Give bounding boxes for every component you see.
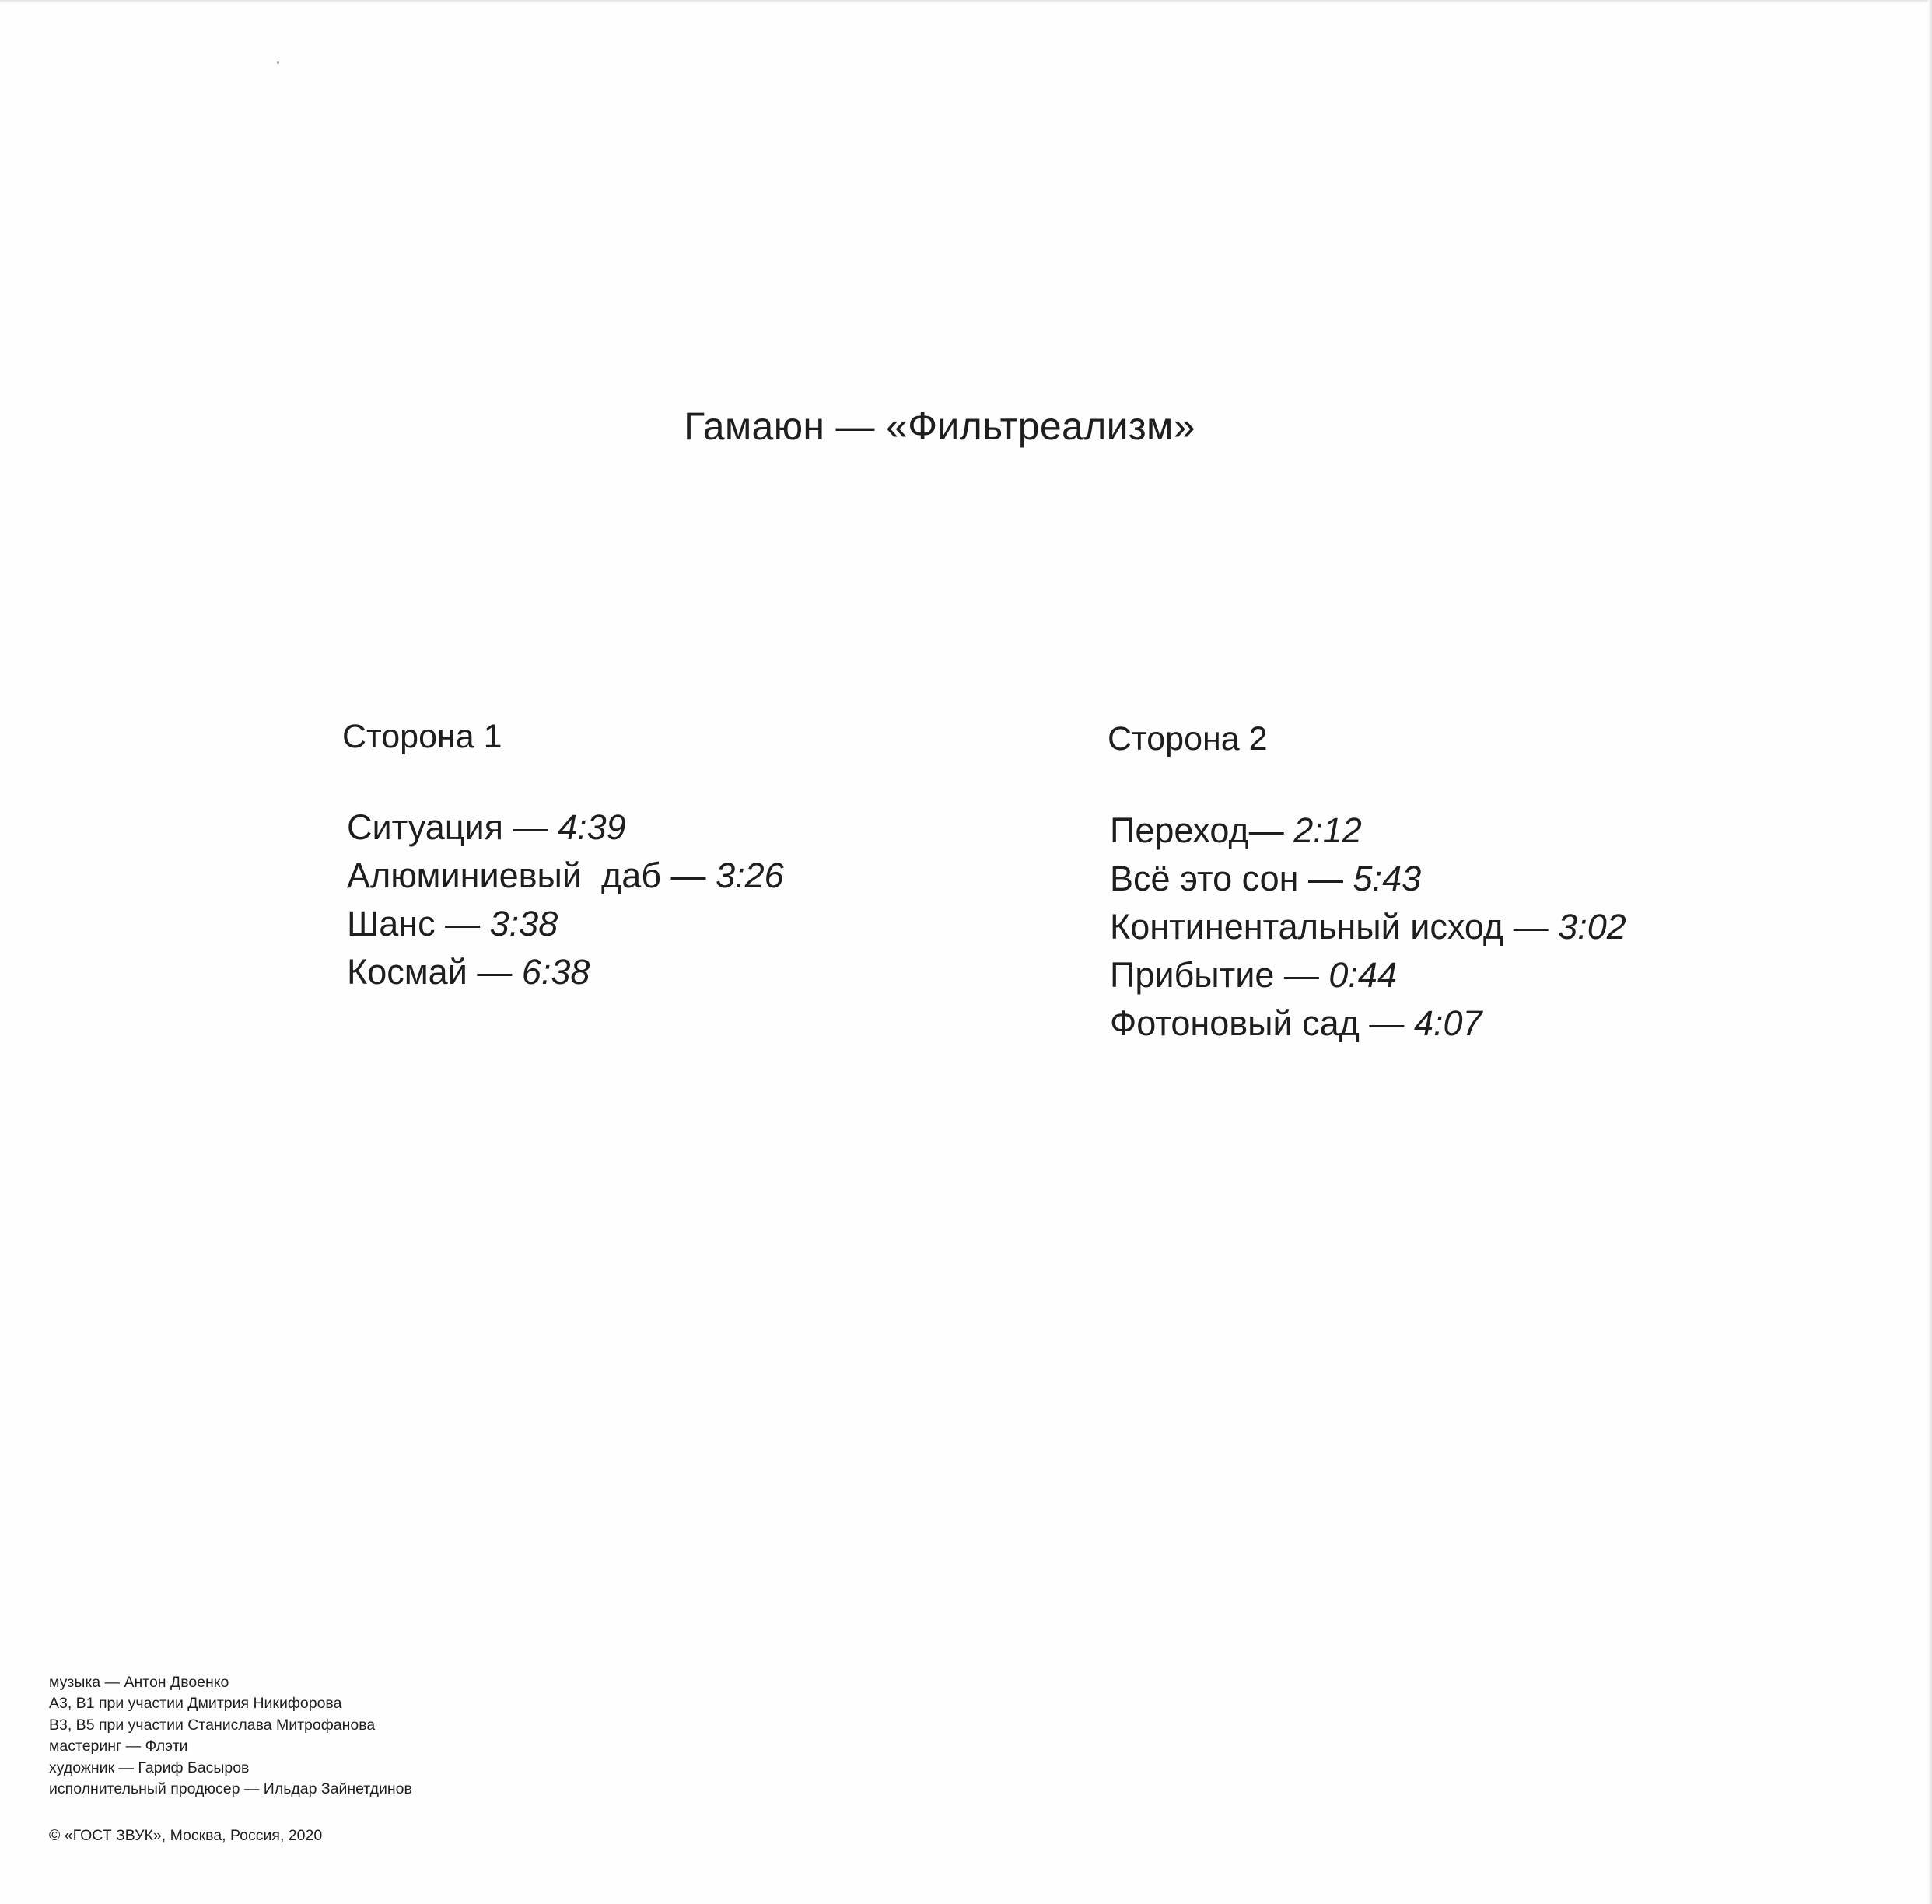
track-item — [347, 948, 784, 996]
credit-line: В3, В5 при участии Станислава Митрофанова — [49, 1716, 376, 1734]
sleeve-top-edge — [0, 0, 1932, 3]
side-1-heading: Сторона 1 — [342, 718, 502, 755]
sleeve-right-edge — [1928, 0, 1932, 1904]
track-item — [347, 803, 784, 852]
track-title: Фотоновый сад — — [1110, 1003, 1414, 1043]
track-item — [1110, 999, 1626, 1048]
track-duration: 4:07 — [1413, 1003, 1482, 1043]
side-2-tracklist — [1110, 807, 1626, 1048]
track-title: Алюминиевый даб — — [347, 856, 716, 895]
track-duration: 3:38 — [489, 904, 558, 943]
credits-list — [49, 1672, 412, 1800]
credit-line: художник — Гариф Басыров — [49, 1759, 250, 1776]
side-2-heading: Сторона 2 — [1108, 720, 1268, 758]
credit-line: исполнительный продюсер — Ильдар Зайнетдинов — [49, 1780, 412, 1798]
track-item — [1110, 807, 1626, 855]
track-item — [1110, 903, 1626, 951]
track-duration: 6:38 — [521, 952, 590, 992]
track-item — [1110, 951, 1626, 999]
credit-line: музыка — Антон Двоенко — [49, 1674, 229, 1691]
track-title: Континентальный исход — — [1110, 907, 1559, 947]
credit-line: А3, В1 при участии Дмитрия Никифорова — [49, 1695, 342, 1713]
track-title: Прибытие — — [1110, 955, 1329, 995]
track-duration: 4:39 — [558, 807, 626, 847]
side-1-tracklist — [347, 803, 784, 996]
track-title: Ситуация — — [347, 807, 558, 847]
album-title: Гамаюн — «Фильтреализм» — [684, 404, 1195, 448]
track-item — [1110, 855, 1626, 903]
copyright-line: © «ГОСТ ЗВУК», Москва, Россия, 2020 — [49, 1827, 323, 1844]
track-duration: 2:12 — [1293, 810, 1362, 850]
track-duration: 3:26 — [716, 856, 784, 895]
track-duration: 3:02 — [1558, 907, 1626, 947]
track-item — [347, 852, 784, 900]
track-title: Шанс — — [347, 904, 490, 943]
track-title: Космай — — [347, 952, 522, 992]
track-duration: 0:44 — [1328, 955, 1397, 995]
print-speck — [277, 61, 279, 64]
track-title: Всё это сон — — [1110, 859, 1353, 898]
track-duration: 5:43 — [1353, 859, 1422, 898]
track-title: Переход— — [1110, 810, 1294, 850]
track-item — [347, 900, 784, 948]
credit-line: мастеринг — Флэти — [49, 1738, 188, 1755]
